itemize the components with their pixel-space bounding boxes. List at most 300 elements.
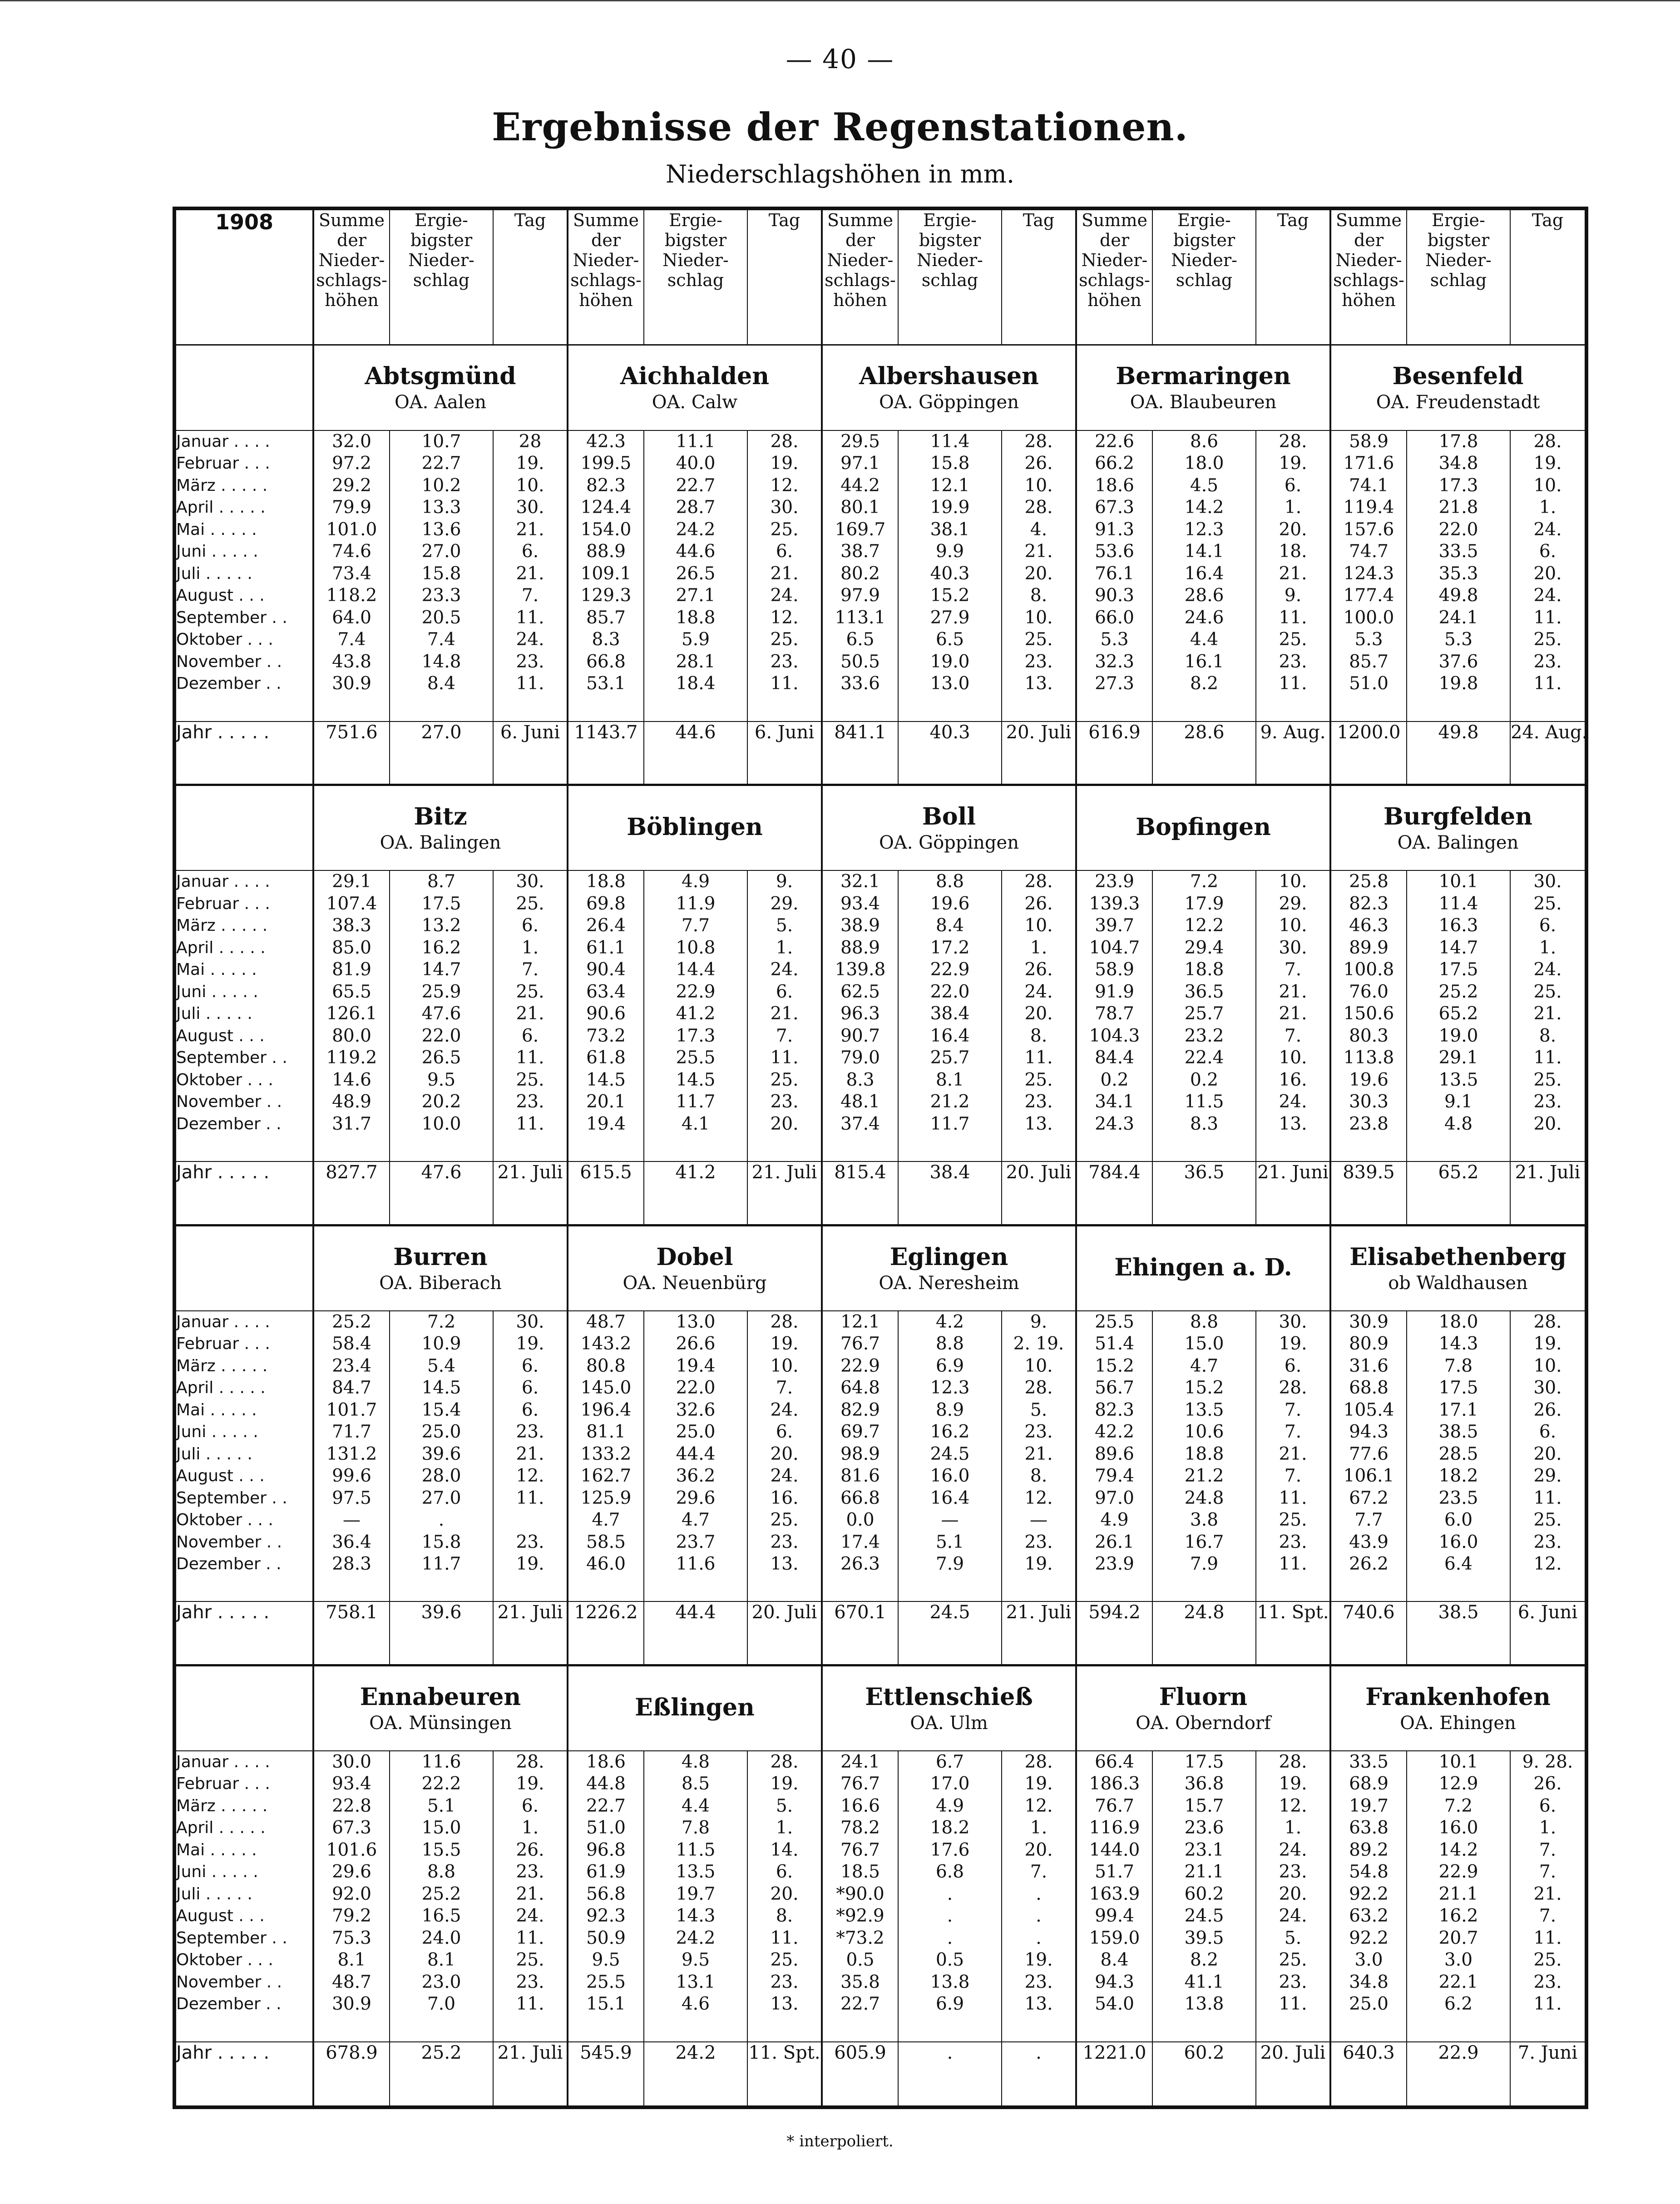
value-day: 6.: [1539, 1422, 1556, 1443]
value-sum: 186.3: [1089, 1774, 1140, 1794]
station-name: Bitz: [414, 803, 467, 831]
value-day: 12.: [516, 1466, 544, 1487]
column-day: [493, 870, 568, 1161]
value-max: 8.2: [1190, 1950, 1219, 1971]
value-max: 13.0: [676, 1311, 716, 1332]
value-max: 16.0: [1438, 1532, 1478, 1552]
spacer-cell: [1152, 1206, 1256, 1225]
column-day: [747, 870, 822, 1161]
value-sum: 104.7: [1089, 937, 1140, 958]
value-max: 4.9: [681, 871, 710, 892]
month-labels: [176, 1751, 313, 2042]
value-sum: 113.1: [835, 607, 886, 628]
value-sum: 97.9: [840, 585, 880, 606]
station-name: Bopfingen: [1136, 813, 1271, 841]
value-day: 23.: [770, 1532, 799, 1552]
station-district: OA. Balingen: [380, 832, 501, 854]
value-max: 18.2: [930, 1818, 970, 1838]
value-max: 19.4: [676, 1355, 716, 1376]
value-day: 11.: [1533, 1927, 1562, 1948]
column-day: [1002, 1751, 1076, 2042]
value-max: 22.9: [676, 981, 716, 1002]
value-sum: 48.7: [332, 1972, 371, 1992]
value-sum: 38.9: [840, 915, 880, 936]
value-sum: 30.3: [1349, 1092, 1388, 1112]
value-max: 20.7: [1438, 1927, 1478, 1948]
value-sum: 61.1: [586, 937, 626, 958]
value-sum: 8.3: [846, 1069, 875, 1090]
value-sum: 44.2: [840, 475, 880, 496]
month-label: September . .: [176, 1928, 287, 1947]
value-day: 13.: [770, 1554, 799, 1575]
value-day: 6.: [1539, 541, 1556, 562]
value-day: 21.: [516, 563, 544, 584]
value-sum: 159.0: [1089, 1927, 1140, 1948]
column-sum: [1076, 1311, 1152, 1602]
station-district: OA. Münsingen: [369, 1712, 512, 1734]
station-name: Eßlingen: [635, 1693, 755, 1721]
value-day: 23.: [516, 1422, 544, 1443]
value-max: 16.4: [1184, 563, 1224, 584]
value-max: 11.4: [930, 431, 970, 452]
value-day: 19.: [1279, 453, 1307, 474]
station-heading: [1076, 785, 1330, 871]
value-day: 23.: [1279, 651, 1307, 672]
value-max: 10.7: [421, 431, 461, 452]
column-day: [747, 1751, 822, 2042]
value-max: 15.8: [421, 1532, 461, 1552]
year-value: 65.2: [1407, 1161, 1510, 1206]
value-max: 17.8: [1438, 431, 1478, 452]
value-max: 15.2: [1184, 1378, 1224, 1399]
year-value: 616.9: [1076, 721, 1152, 766]
value-sum: 26.4: [586, 915, 626, 936]
value-max: 21.1: [1184, 1862, 1224, 1883]
value-max: 11.1: [676, 431, 716, 452]
value-sum: 14.6: [332, 1069, 371, 1090]
value-sum: 22.7: [586, 1795, 626, 1816]
value-day: 10.: [1024, 915, 1053, 936]
label-blank: [176, 1225, 313, 1311]
month-label: September . .: [176, 1488, 287, 1507]
value-max: 24.5: [930, 1443, 970, 1464]
column-max: [390, 1751, 493, 2042]
value-max: 24.1: [1438, 607, 1478, 628]
value-sum: 61.9: [586, 1862, 626, 1883]
spacer-cell: [1510, 766, 1585, 785]
month-label: Juni . . . . .: [176, 982, 258, 1001]
value-day: 11.: [1279, 607, 1307, 628]
value-sum: 118.2: [326, 585, 377, 606]
value-day: 28.: [770, 1751, 799, 1772]
spacer-cell: [313, 766, 390, 785]
value-sum: 50.5: [840, 651, 880, 672]
value-day: 13.: [1024, 673, 1053, 694]
spacer-cell: [1407, 1646, 1510, 1665]
year-value: 21. Juli: [493, 1601, 568, 1646]
value-day: 20.: [1024, 1839, 1053, 1860]
value-day: 20.: [1533, 1113, 1562, 1134]
value-day: 28.: [770, 1311, 799, 1332]
station-name: Ennabeuren: [360, 1683, 521, 1711]
value-sum: 82.3: [1095, 1399, 1134, 1420]
value-sum: 81.9: [332, 959, 371, 980]
value-sum: 66.2: [1095, 453, 1134, 474]
value-day: 23.: [1279, 1972, 1307, 1992]
column-heading-col2: Ergie-bigster Nieder-schlag: [390, 210, 493, 345]
value-max: 3.0: [1444, 1950, 1473, 1971]
value-sum: 66.0: [1095, 607, 1134, 628]
value-max: 14.5: [676, 1069, 716, 1090]
value-day: 23.: [1533, 1972, 1562, 1992]
column-sum: [822, 870, 898, 1161]
spacer-cell: [493, 2086, 568, 2105]
value-max: 7.0: [427, 1994, 456, 2015]
value-sum: 92.3: [586, 1906, 626, 1927]
value-sum: 61.8: [586, 1048, 626, 1068]
value-day: 25.: [770, 1510, 799, 1531]
value-max: 28.5: [1438, 1443, 1478, 1464]
value-sum: 79.9: [332, 497, 371, 518]
month-label: Januar . . . .: [176, 872, 270, 891]
value-day: 25.: [1533, 629, 1562, 650]
value-day: 9. 28.: [1522, 1751, 1573, 1772]
station-district: OA. Oberndorf: [1136, 1712, 1271, 1734]
value-max: 19.8: [1438, 673, 1478, 694]
value-day: 30.: [516, 871, 544, 892]
spacer-cell: [747, 766, 822, 785]
value-sum: 126.1: [326, 1003, 377, 1024]
value-sum: 80.3: [1349, 1025, 1388, 1046]
column-sum: [1076, 430, 1152, 721]
value-sum: *92.9: [836, 1906, 884, 1927]
year-label: Jahr . . . . .: [176, 721, 313, 766]
value-sum: 85.0: [332, 937, 371, 958]
year-label: Jahr . . . . .: [176, 2042, 313, 2086]
spacer-cell: [1076, 1646, 1152, 1665]
value-sum: 25.5: [1095, 1311, 1134, 1332]
value-sum: 129.3: [580, 585, 632, 606]
value-max: 16.4: [930, 1025, 970, 1046]
value-max: 23.0: [421, 1972, 461, 1992]
station-heading: [1076, 1225, 1330, 1311]
value-max: 14.1: [1184, 541, 1224, 562]
value-sum: 32.1: [840, 871, 880, 892]
value-max: 4.1: [681, 1113, 710, 1134]
spacer-cell: [1256, 766, 1330, 785]
spacer-cell: [822, 1646, 898, 1665]
value-day: 25.: [770, 629, 799, 650]
value-max: 0.5: [935, 1950, 964, 1971]
rain-station-table: [173, 207, 1588, 2109]
value-sum: 74.1: [1349, 475, 1388, 496]
value-day: 19.: [1533, 1334, 1562, 1354]
value-max: 15.8: [930, 453, 970, 474]
value-sum: 18.6: [586, 1751, 626, 1772]
station-name: Ettlenschieß: [865, 1683, 1033, 1711]
value-day: 25.: [770, 1950, 799, 1971]
value-day: 26.: [1533, 1399, 1562, 1420]
value-max: 11.7: [421, 1554, 461, 1575]
value-sum: 7.7: [1354, 1510, 1383, 1531]
value-day: 23.: [1533, 651, 1562, 672]
spacer-cell: [1002, 766, 1076, 785]
value-day: 23.: [1279, 1862, 1307, 1883]
value-max: 14.2: [1184, 497, 1224, 518]
value-day: 19.: [1533, 453, 1562, 474]
year-value: 38.4: [898, 1161, 1002, 1206]
value-day: 20.: [1279, 519, 1307, 540]
value-max: 9.5: [681, 1950, 710, 1971]
value-day: 24.: [1279, 1839, 1307, 1860]
spacer-cell: [747, 1646, 822, 1665]
value-max: .: [947, 1883, 953, 1904]
value-max: 15.0: [421, 1818, 461, 1838]
column-max: [390, 430, 493, 721]
station-district: OA. Göppingen: [879, 392, 1019, 413]
value-max: 15.7: [1184, 1795, 1224, 1816]
value-sum: 53.6: [1095, 541, 1134, 562]
value-max: 25.7: [930, 1048, 970, 1068]
column-day: [1510, 1311, 1585, 1602]
value-day: 6.: [776, 1422, 793, 1443]
column-max: [1407, 1311, 1510, 1602]
spacer-cell: [1407, 2086, 1510, 2105]
month-labels: [176, 870, 313, 1161]
value-day: 23.: [1024, 1972, 1053, 1992]
value-sum: 69.7: [840, 1422, 880, 1443]
value-max: 14.5: [421, 1378, 461, 1399]
value-day: 28.: [1533, 431, 1562, 452]
value-day: 26.: [1024, 893, 1053, 914]
month-label: März . . . . .: [176, 1796, 268, 1815]
value-sum: 56.7: [1095, 1378, 1134, 1399]
value-max: 4.7: [1190, 1355, 1219, 1376]
month-label: Mai . . . . .: [176, 1400, 257, 1419]
value-day: 1.: [1284, 1818, 1302, 1838]
value-day: 19.: [1024, 1950, 1053, 1971]
value-sum: 24.1: [840, 1751, 880, 1772]
station-district: OA. Neresheim: [879, 1272, 1019, 1294]
column-heading-col1: Summe der Nieder-schlags-höhen: [1330, 210, 1407, 345]
spacer-cell: [644, 1206, 747, 1225]
column-heading-col1: Summe der Nieder-schlags-höhen: [313, 210, 390, 345]
value-day: 24.: [1279, 1092, 1307, 1112]
spacer-cell: [1330, 1646, 1407, 1665]
value-day: 25.: [1533, 1510, 1562, 1531]
value-day: 21.: [1533, 1883, 1562, 1904]
value-sum: 8.4: [1100, 1950, 1129, 1971]
value-sum: 104.3: [1089, 1025, 1140, 1046]
header-row: [176, 210, 1585, 345]
column-heading-col2: Ergie-bigster Nieder-schlag: [644, 210, 747, 345]
value-max: 24.8: [1184, 1487, 1224, 1508]
spacer-cell: [1152, 2086, 1256, 2105]
value-day: 23.: [1533, 1092, 1562, 1112]
value-max: 8.4: [427, 673, 456, 694]
value-max: 12.2: [1184, 915, 1224, 936]
value-sum: 4.7: [592, 1510, 620, 1531]
column-max: [390, 1311, 493, 1602]
station-district: OA. Neuenbürg: [623, 1272, 767, 1294]
month-label: Juli . . . . .: [176, 564, 252, 583]
station-heading: [1330, 785, 1585, 871]
value-max: 16.2: [930, 1422, 970, 1443]
year-value: .: [898, 2042, 1002, 2086]
station-heading: [1076, 1665, 1330, 1751]
value-max: 38.1: [930, 519, 970, 540]
value-max: 32.6: [676, 1399, 716, 1420]
value-max: 18.8: [1184, 1443, 1224, 1464]
spacer-cell: [1510, 1206, 1585, 1225]
value-sum: 64.0: [332, 607, 371, 628]
value-max: 17.5: [1184, 1751, 1224, 1772]
value-sum: 67.2: [1349, 1487, 1388, 1508]
year-value: 7. Juni: [1510, 2042, 1585, 2086]
value-sum: 80.1: [840, 497, 880, 518]
value-sum: 92.2: [1349, 1927, 1388, 1948]
station-header-row: [176, 1665, 1585, 1751]
value-sum: 65.5: [332, 981, 371, 1002]
value-max: 22.9: [930, 959, 970, 980]
value-sum: 131.2: [326, 1443, 377, 1464]
value-day: 16.: [770, 1487, 799, 1508]
value-day: 25.: [1533, 981, 1562, 1002]
value-sum: 50.9: [586, 1927, 626, 1948]
column-sum: [568, 1751, 644, 2042]
value-day: 7.: [521, 959, 539, 980]
column-heading-col2: Ergie-bigster Nieder-schlag: [898, 210, 1002, 345]
value-max: 38.4: [930, 1003, 970, 1024]
month-label: April . . . . .: [176, 1819, 266, 1838]
station-name: Burgfelden: [1384, 803, 1532, 831]
value-sum: 16.6: [840, 1795, 880, 1816]
value-sum: 100.0: [1343, 607, 1394, 628]
column-day: [1256, 870, 1330, 1161]
column-heading-col3: Tag: [1256, 210, 1330, 345]
value-day: 25.: [1279, 1510, 1307, 1531]
value-sum: 82.3: [1349, 893, 1388, 914]
value-sum: 113.8: [1343, 1048, 1394, 1068]
value-sum: 42.2: [1095, 1422, 1134, 1443]
value-sum: 25.0: [1349, 1994, 1388, 2015]
station-header-row: [176, 785, 1585, 871]
station-district: OA. Göppingen: [879, 832, 1019, 854]
value-sum: 9.5: [592, 1950, 620, 1971]
value-day: 23.: [1024, 651, 1053, 672]
value-max: 21.2: [1184, 1466, 1224, 1487]
value-max: 60.2: [1184, 1883, 1224, 1904]
column-max: [644, 870, 747, 1161]
value-day: 24.: [516, 1906, 544, 1927]
value-max: 8.1: [427, 1950, 456, 1971]
value-day: 25.: [770, 519, 799, 540]
value-sum: 51.0: [586, 1818, 626, 1838]
spacer-cell: [1152, 766, 1256, 785]
value-sum: 36.4: [332, 1532, 371, 1552]
year-value: 21. Juli: [1002, 1601, 1076, 1646]
value-sum: 17.4: [840, 1532, 880, 1552]
value-day: 23.: [516, 1972, 544, 1992]
value-max: 22.0: [421, 1025, 461, 1046]
value-max: 22.9: [1438, 1862, 1478, 1883]
station-name: Eglingen: [889, 1243, 1008, 1271]
value-max: .: [947, 1906, 953, 1927]
value-day: 24.: [1024, 981, 1053, 1002]
value-max: 21.8: [1438, 497, 1478, 518]
spacer-cell: [568, 2086, 644, 2105]
value-sum: 6.5: [846, 629, 875, 650]
data-table: [176, 210, 1588, 2105]
value-day: 28.: [1024, 431, 1053, 452]
value-sum: 76.0: [1349, 981, 1388, 1002]
value-sum: 53.1: [586, 673, 626, 694]
section-spacer: [176, 1646, 1585, 1665]
value-max: 29.1: [1438, 1048, 1478, 1068]
value-max: 10.0: [421, 1113, 461, 1134]
station-heading: [822, 1665, 1076, 1751]
spacer-cell: [644, 766, 747, 785]
value-sum: 8.3: [592, 629, 620, 650]
value-sum: 29.2: [332, 475, 371, 496]
value-max: 19.9: [930, 497, 970, 518]
value-max: 16.4: [930, 1487, 970, 1508]
value-sum: 31.6: [1349, 1355, 1388, 1376]
value-day: 7.: [521, 585, 539, 606]
value-day: .: [1036, 1906, 1042, 1927]
value-max: 6.9: [935, 1355, 964, 1376]
value-day: 16.: [1279, 1069, 1307, 1090]
value-max: 7.9: [1190, 1554, 1219, 1575]
year-value: 21. Juli: [747, 1161, 822, 1206]
value-sum: 177.4: [1343, 585, 1394, 606]
value-sum: 33.5: [1349, 1751, 1388, 1772]
value-max: 19.0: [930, 651, 970, 672]
column-day: [493, 430, 568, 721]
month-label: Juni . . . . .: [176, 1423, 258, 1442]
value-max: 6.8: [935, 1862, 964, 1883]
value-day: 5.: [1284, 1927, 1302, 1948]
year-value: 1143.7: [568, 721, 644, 766]
spacer-cell: [568, 1206, 644, 1225]
value-sum: 82.9: [840, 1399, 880, 1420]
value-day: 26.: [1024, 959, 1053, 980]
value-day: 20.: [1024, 1003, 1053, 1024]
monthly-values-row: [176, 430, 1585, 721]
value-max: 23.7: [676, 1532, 716, 1552]
value-sum: 106.1: [1343, 1466, 1394, 1487]
month-label: November . .: [176, 1532, 282, 1552]
value-sum: 30.0: [332, 1751, 371, 1772]
spacer-cell: [822, 1206, 898, 1225]
value-day: 30.: [1279, 1311, 1307, 1332]
value-max: 25.2: [1438, 981, 1478, 1002]
station-heading: [1330, 1665, 1585, 1751]
value-day: 6.: [776, 541, 793, 562]
value-sum: 85.7: [1349, 651, 1388, 672]
column-heading-col3: Tag: [1002, 210, 1076, 345]
value-max: 14.2: [1438, 1839, 1478, 1860]
value-sum: 66.8: [586, 651, 626, 672]
value-sum: 99.6: [332, 1466, 371, 1487]
value-sum: 32.0: [332, 431, 371, 452]
value-max: 17.1: [1438, 1399, 1478, 1420]
station-name: Fluorn: [1159, 1683, 1248, 1711]
value-max: 9.1: [1444, 1092, 1473, 1112]
value-day: 5.: [1030, 1399, 1048, 1420]
value-sum: 94.3: [1349, 1422, 1388, 1443]
value-max: 17.5: [421, 893, 461, 914]
